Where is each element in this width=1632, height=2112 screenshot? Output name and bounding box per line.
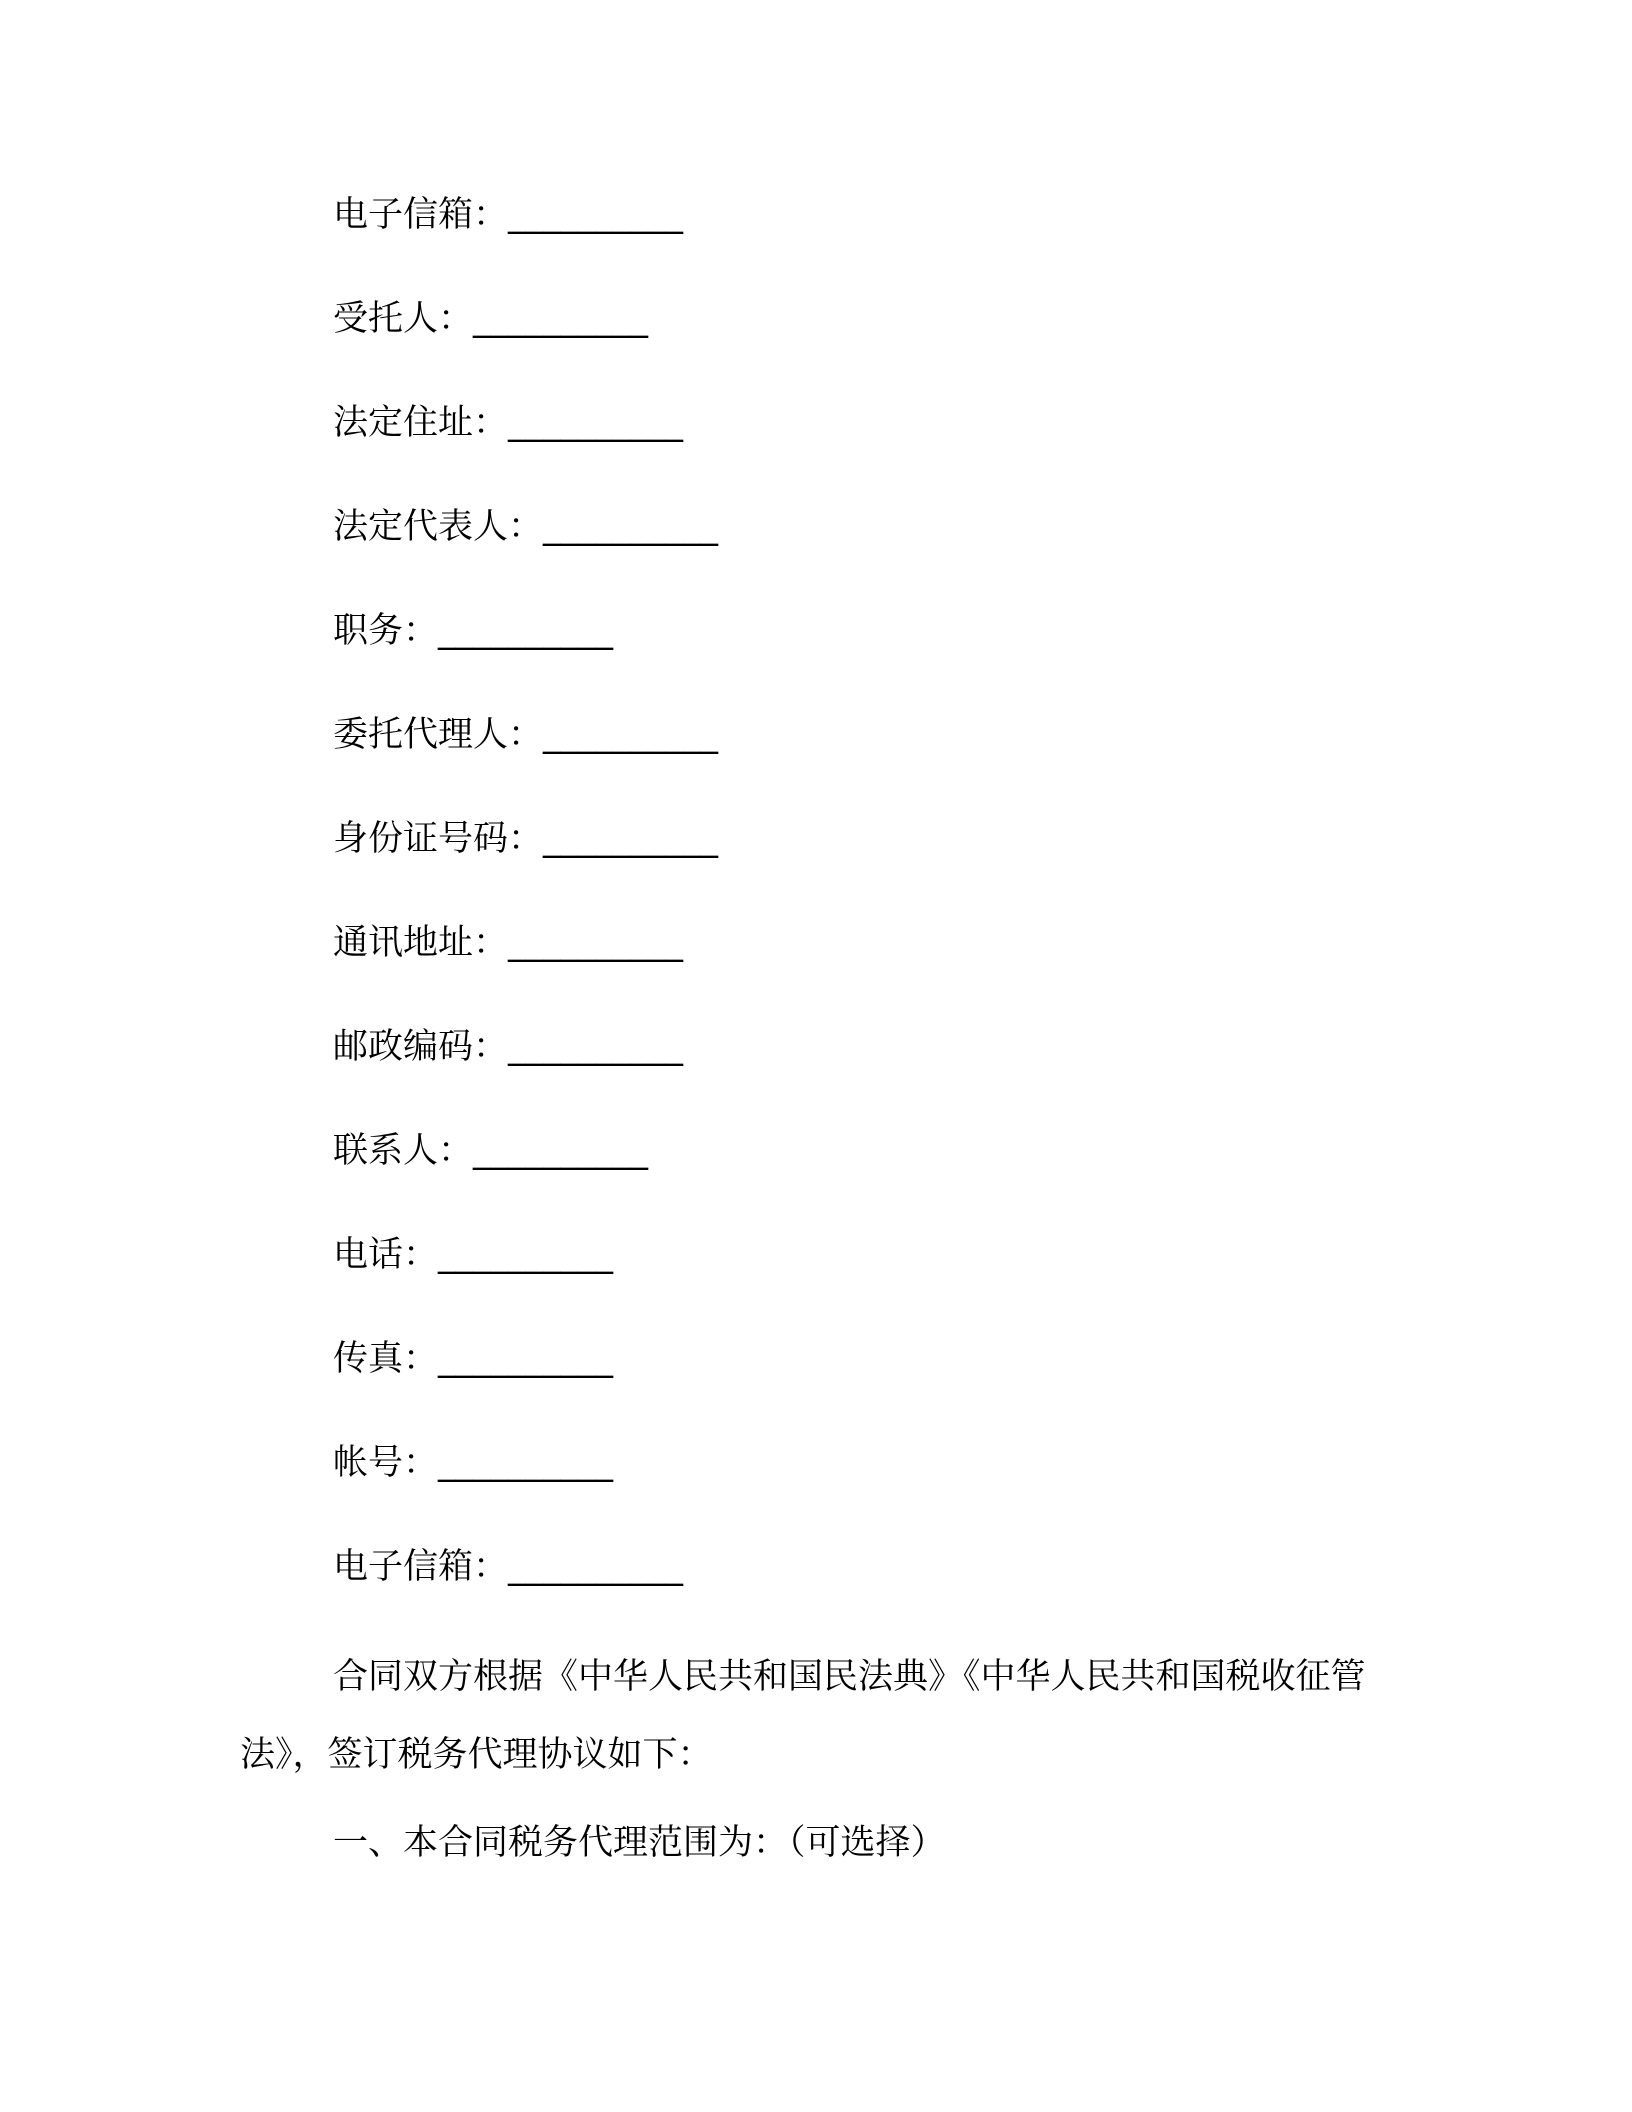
field-label: 邮政编码：	[333, 1027, 509, 1067]
field-id-number	[333, 814, 718, 918]
field-blank: __________	[508, 1547, 684, 1587]
field-account-number	[333, 1438, 718, 1542]
field-label: 电子信箱：	[333, 1547, 509, 1587]
field-legal-address	[333, 398, 718, 502]
field-blank: __________	[543, 507, 719, 547]
field-blank: __________	[438, 611, 614, 651]
field-postal-code	[333, 1022, 718, 1126]
field-label: 通讯地址：	[333, 923, 509, 963]
field-blank: __________	[438, 1339, 614, 1379]
field-blank: __________	[508, 195, 684, 235]
field-label: 帐号：	[333, 1443, 439, 1483]
field-label: 受托人：	[333, 299, 474, 339]
field-label: 联系人：	[333, 1131, 474, 1171]
field-label: 传真：	[333, 1339, 439, 1379]
field-phone	[333, 1230, 718, 1334]
field-label: 法定住址：	[333, 403, 509, 443]
field-label: 电话：	[333, 1235, 439, 1275]
field-label: 法定代表人：	[333, 507, 544, 547]
field-position	[333, 606, 718, 710]
field-label: 身份证号码：	[333, 819, 544, 859]
field-authorized-agent	[333, 710, 718, 814]
field-blank: __________	[543, 715, 719, 755]
field-label: 委托代理人：	[333, 715, 544, 755]
field-mailing-address	[333, 918, 718, 1022]
field-contact-person	[333, 1126, 718, 1230]
field-blank: __________	[473, 299, 649, 339]
party-info-list	[333, 190, 718, 1646]
field-legal-representative	[333, 502, 718, 606]
field-email-2	[333, 1542, 718, 1646]
field-email-1	[333, 190, 718, 294]
field-blank: __________	[438, 1443, 614, 1483]
field-blank: __________	[543, 819, 719, 859]
field-label: 职务：	[333, 611, 439, 651]
field-label: 电子信箱：	[333, 195, 509, 235]
field-blank: __________	[508, 403, 684, 443]
field-blank: __________	[508, 923, 684, 963]
field-blank: __________	[508, 1027, 684, 1067]
section-heading-scope: 一、本合同税务代理范围为：（可选择）	[333, 1823, 946, 1863]
field-blank: __________	[438, 1235, 614, 1275]
field-blank: __________	[473, 1131, 649, 1171]
field-trustee	[333, 294, 718, 398]
agreement-intro-paragraph: 合同双方根据《中华人民共和国民法典》《中华人民共和国税收征管法》，签订税务代理协议如下：	[240, 1657, 1366, 1775]
field-fax	[333, 1334, 718, 1438]
